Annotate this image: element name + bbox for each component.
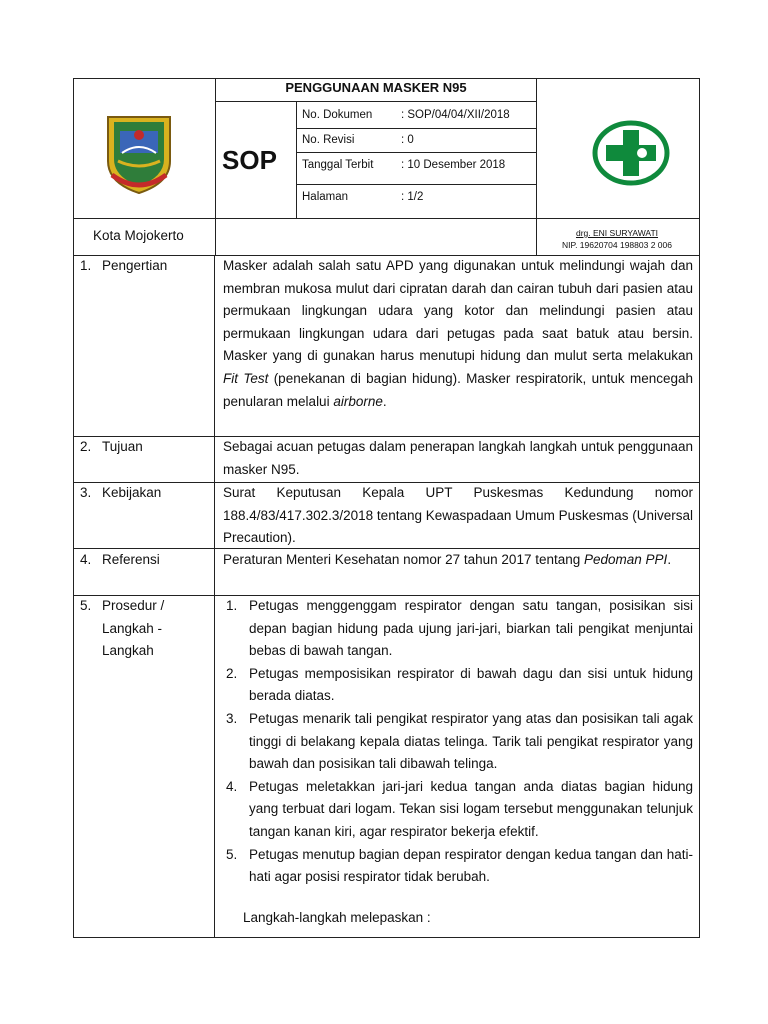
- meta-label-revision: No. Revisi: [302, 134, 355, 146]
- section-label-referensi: 4. Referensi: [80, 552, 160, 567]
- sop-label: SOP: [222, 145, 277, 175]
- header-divider: [73, 218, 700, 219]
- meta-value-issue-date: : 10 Desember 2018: [401, 159, 506, 171]
- meta-label-doc-number: No. Dokumen: [302, 109, 373, 121]
- section-text-kebijakan: Surat Keputusan Kepala UPT Puskesmas Kedundung nomor 188.4/83/417.302.3/2018 tentang Kewaspadaan Umum Puskesmas (Universal Precaution).: [223, 485, 693, 546]
- meta-value-page: : 1/2: [401, 191, 424, 203]
- procedure-step: 2. Petugas memposisikan respirator di bawah dagu dan sisi untuk hidung berada diatas.: [226, 665, 693, 704]
- removal-steps-heading: Langkah-langkah melepaskan :: [243, 910, 431, 925]
- section-text-referensi: Peraturan Menteri Kesehatan nomor 27 tahun 2017 tentang Pedoman PPI.: [223, 552, 672, 567]
- procedure-steps: [223, 595, 693, 889]
- header-divider: [296, 128, 536, 129]
- section-label-tujuan: 2. Tujuan: [80, 439, 143, 454]
- section-text-pengertian: Masker adalah salah satu APD yang digunakan untuk melindungi wajah dan membran mukosa mulut dari cipratan darah dan cairan tubuh dari pasien atau permukaan lingkungan udara yang kotor dan melindungi pasien atau permukaan lingkungan udara dari petugas pada saat batuk atau bersin. Masker yang di gunakan harus menutupi hidung dan mulut serta melakukan Fit Test (penekanan di bagian hidung). Masker respiratorik, untuk mencegah penularan melalui airborne.: [223, 258, 694, 409]
- meta-label-issue-date: Tanggal Terbit: [302, 159, 374, 171]
- meta-value-revision: : 0: [401, 134, 414, 146]
- procedure-step: 5. Petugas menutup bagian depan respirator dengan kedua tangan dan hati-hati agar posisi respirator tidak berubah.: [226, 846, 693, 885]
- procedure-step: 4. Petugas meletakkan jari-jari kedua tangan anda diatas bagian hidung yang terbuat dari logam. Tekan sisi logam tersebut menggunakan telunjuk tangan kanan kiri, agar respirator bekerja efektif.: [226, 778, 693, 839]
- header-divider: [296, 152, 536, 153]
- procedure-step: 1. Petugas menggenggam respirator dengan satu tangan, posisikan sisi depan bagian hidung pada ujung jari-jari, biarkan tali pengikat menjuntai bebas di bawah tangan.: [226, 598, 693, 659]
- kota-mojokerto-seal-icon: [104, 113, 174, 195]
- meta-label-page: Halaman: [302, 191, 349, 203]
- section-label-kebijakan: 3. Kebijakan: [80, 485, 162, 500]
- procedure-step: 3. Petugas menarik tali pengikat respirator yang atas dan posisikan tali agak tinggi di belakang kepala diatas telinga. Tarik tali pengikat respirator yang bawah dan posisikan tali dibawah telinga.: [226, 710, 693, 772]
- header-divider: [215, 78, 216, 256]
- signatory-nip: NIP. 19620704 198803 2 006: [562, 240, 672, 250]
- section-text-tujuan: Sebagai acuan petugas dalam penerapan langkah langkah untuk penggunaan masker N95.: [223, 439, 693, 477]
- header-divider: [296, 101, 297, 218]
- header-divider: [296, 184, 536, 185]
- header-divider: [215, 101, 536, 102]
- section-label-prosedur: 5. Prosedur / Langkah - Langkah: [80, 598, 165, 659]
- city-name: Kota Mojokerto: [93, 228, 184, 243]
- document-title: PENGGUNAAN MASKER N95: [285, 80, 467, 95]
- meta-value-doc-number: : SOP/04/04/XII/2018: [401, 109, 510, 121]
- column-divider: [214, 256, 215, 938]
- signatory-name: drg. ENI SURYAWATI: [575, 228, 659, 238]
- puskesmas-logo-icon: [592, 120, 670, 186]
- section-label-pengertian: 1. Pengertian: [80, 258, 168, 273]
